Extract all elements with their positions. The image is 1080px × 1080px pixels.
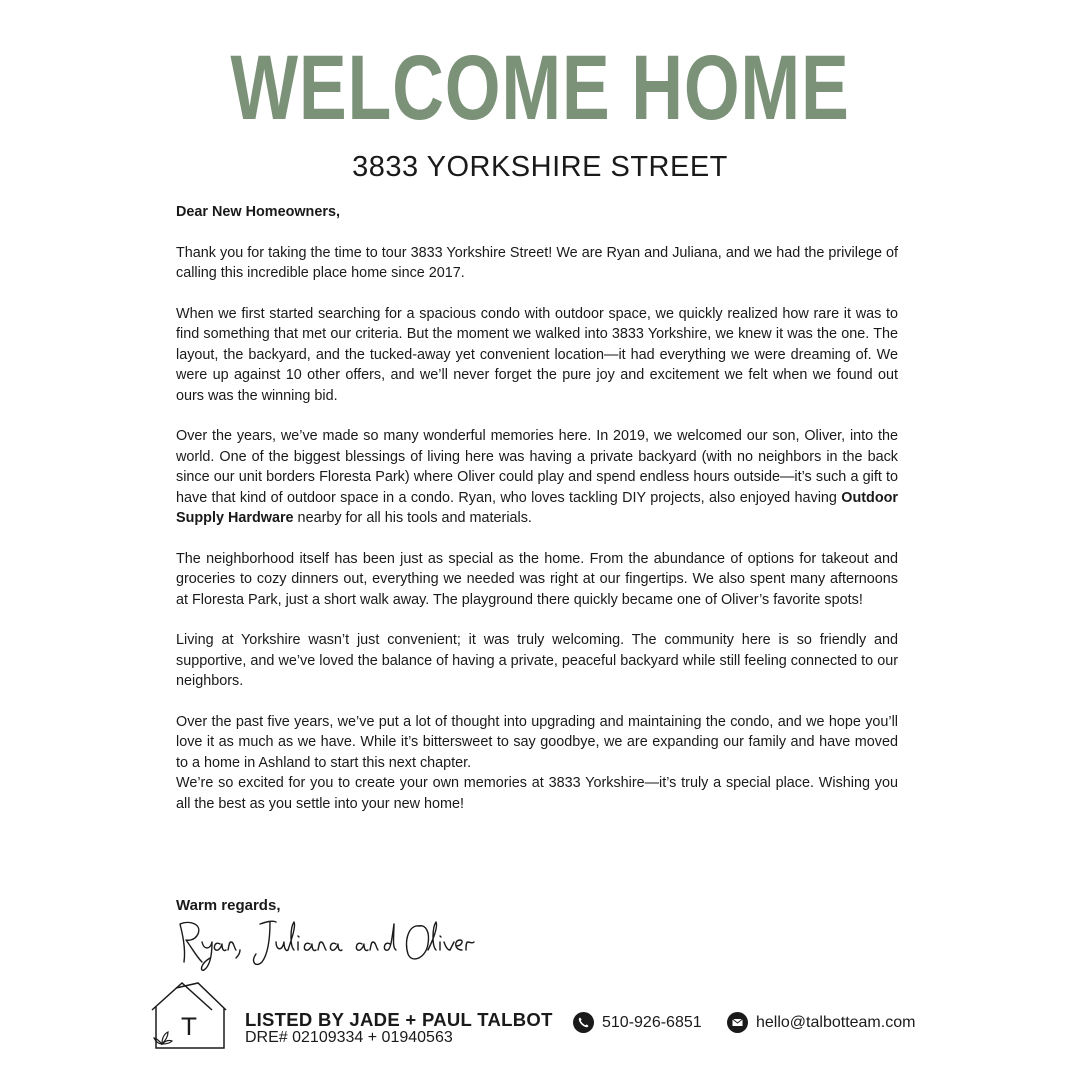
mail-icon <box>727 1012 748 1033</box>
phone-number[interactable]: 510-926-6851 <box>602 1013 702 1031</box>
dre-numbers: DRE# 02109334 + 01940563 <box>245 1029 453 1046</box>
talbot-team-logo <box>150 980 228 1050</box>
paragraph-7: We’re so excited for you to create your own memories at 3833 Yorkshire—it’s truly a special place. Wishing you all the best as you settle into your new home! <box>176 775 898 812</box>
paragraph-5: Living at Yorkshire wasn’t just convenient; it was truly welcoming. The community here is so friendly and supportive, and we’ve loved the balance of having a private, peaceful backyard while still feeling connected to our neighbors. <box>176 632 898 689</box>
paragraph-2: When we first started searching for a spacious condo with outdoor space, we quickly realized how rare it was to find something that met our criteria. But the moment we walked into 3833 Yorkshire, we knew it was the one. The layout, the backyard, and the tucked-away yet convenient location—it had everything we were dreaming of. We were up against 10 other offers, and we’ll never forget the pure joy and excitement we felt when we found out ours was the winning bid. <box>176 305 898 404</box>
page-title: WELCOME HOME <box>230 37 850 139</box>
salutation: Dear New Homeowners, <box>176 204 340 220</box>
email-contact[interactable] <box>727 1012 915 1033</box>
paragraph-1: Thank you for taking the time to tour 3833 Yorkshire Street! We are Ryan and Juliana, and we had the privilege of calling this incredible place home since 2017. <box>176 244 898 281</box>
handwritten-signature <box>176 918 476 979</box>
email-address[interactable]: hello@talbotteam.com <box>756 1013 916 1031</box>
paragraph-3-text-b: nearby for all his tools and materials. <box>293 510 532 526</box>
paragraph-3-text-a: Over the years, we’ve made so many wonderful memories here. In 2019, we welcomed our son, Oliver, into the world. One of the biggest blessings of living here was having a private backyard (with no neighbors in the back since our unit borders Floresta Park) where Oliver could play and spend endless hours outside—it’s such a gift to have that kind of outdoor space in a condo. Ryan, who loves tackling DIY projects, also enjoyed having <box>176 428 898 506</box>
house-logo-icon <box>150 980 228 1050</box>
phone-icon <box>573 1012 594 1033</box>
logo-letter: T <box>181 1013 197 1041</box>
paragraph-4: The neighborhood itself has been just as special as the home. From the abundance of options for takeout and groceries to cozy dinners out, everything we needed was right at our fingertips. We also spent many afternoons at Floresta Park, just a short walk away. The playground there quickly became one of Oliver’s favorite spots! <box>176 550 898 608</box>
letter-body <box>176 202 898 834</box>
paragraph-3 <box>176 426 898 529</box>
property-address: 3833 YORKSHIRE STREET <box>352 151 728 183</box>
paragraph-6: Over the past five years, we’ve put a lot of thought into upgrading and maintaining the condo, and we hope you’ll love it as much as we have. While it’s bittersweet to say goodbye, we are expanding our family and have moved to a home in Ashland to start this next chapter. <box>176 713 898 771</box>
hardware-store-name: Outdoor Supply Hardware <box>176 489 898 526</box>
listing-agents: LISTED BY JADE + PAUL TALBOT <box>245 1009 553 1030</box>
signature-drawing <box>176 918 476 974</box>
phone-contact[interactable] <box>573 1012 702 1033</box>
closing: Warm regards, <box>176 897 281 914</box>
